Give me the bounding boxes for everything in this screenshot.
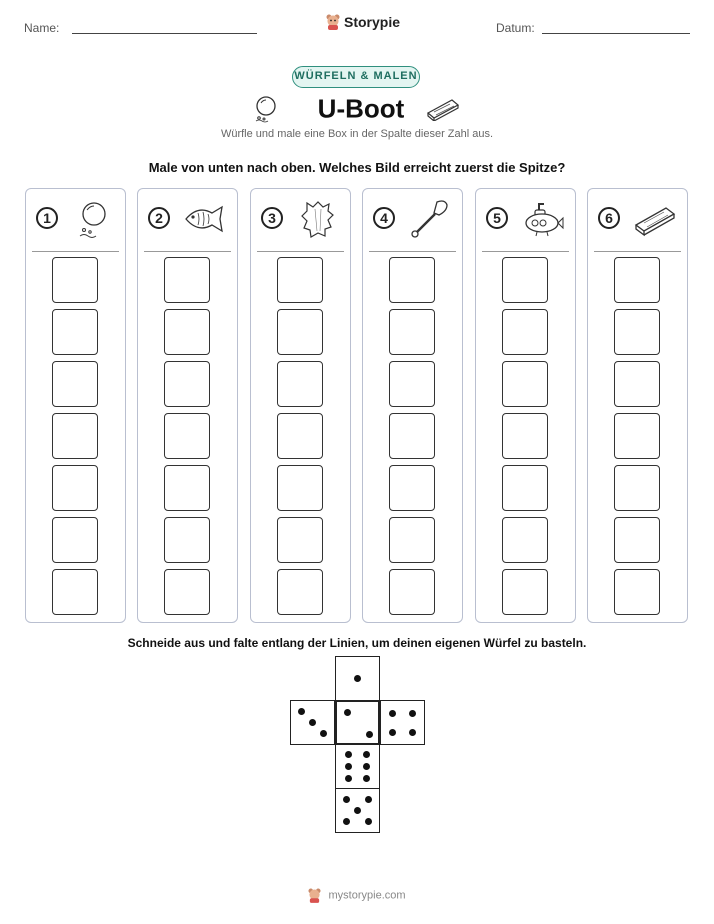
pip: [409, 729, 416, 736]
color-box[interactable]: [502, 465, 548, 511]
color-box[interactable]: [614, 309, 660, 355]
color-box[interactable]: [502, 361, 548, 407]
bubble-icon: [254, 95, 280, 123]
page-title: [0, 92, 714, 125]
color-box[interactable]: [502, 309, 548, 355]
color-box[interactable]: [277, 257, 323, 303]
die-face-4: [380, 700, 425, 745]
pip: [309, 719, 316, 726]
seaweed-icon: [295, 199, 341, 239]
submarine-icon: [520, 199, 566, 239]
color-box[interactable]: [277, 569, 323, 615]
pip: [343, 818, 350, 825]
color-box[interactable]: [277, 413, 323, 459]
pip: [389, 729, 396, 736]
color-box[interactable]: [614, 569, 660, 615]
color-box[interactable]: [52, 569, 98, 615]
die-face-3: [290, 700, 335, 745]
bubble-icon: [70, 199, 116, 239]
color-box[interactable]: [614, 465, 660, 511]
pip: [354, 675, 361, 682]
footer-url[interactable]: mystorypie.com: [328, 889, 406, 902]
brand-logo: [326, 14, 400, 30]
date-label: Datum:: [496, 21, 535, 35]
pip: [409, 710, 416, 717]
column-separator: [144, 251, 231, 252]
color-box[interactable]: [389, 413, 435, 459]
pip: [345, 763, 352, 770]
color-box[interactable]: [52, 257, 98, 303]
column-3: [250, 188, 351, 623]
pip: [320, 730, 327, 737]
name-line[interactable]: [72, 33, 257, 34]
cut-instruction: Schneide aus und falte entlang der Linien, um deinen eigenen Würfel zu basteln.: [127, 636, 587, 650]
column-number: 2: [148, 207, 170, 229]
pip: [344, 709, 351, 716]
pip: [354, 807, 361, 814]
color-box[interactable]: [164, 569, 210, 615]
category-badge: WÜRFELN & MALEN: [292, 66, 420, 88]
dice-net: [290, 656, 426, 836]
column-separator: [482, 251, 569, 252]
column-2: [137, 188, 238, 623]
column-number: 4: [373, 207, 395, 229]
color-box[interactable]: [277, 309, 323, 355]
pip: [345, 775, 352, 782]
pip: [363, 751, 370, 758]
pip: [365, 818, 372, 825]
pip: [345, 751, 352, 758]
color-box[interactable]: [502, 257, 548, 303]
color-box[interactable]: [164, 309, 210, 355]
footer: [0, 888, 714, 903]
die-face-5: [335, 788, 380, 833]
date-line[interactable]: [542, 33, 690, 34]
name-label: Name:: [24, 21, 60, 35]
die-face-1: [335, 656, 380, 701]
color-box[interactable]: [502, 569, 548, 615]
pip: [365, 796, 372, 803]
color-box[interactable]: [614, 257, 660, 303]
color-box[interactable]: [164, 257, 210, 303]
column-number: 6: [598, 207, 620, 229]
bear-icon: [308, 888, 321, 903]
pip: [366, 731, 373, 738]
column-1: [25, 188, 126, 623]
color-box[interactable]: [502, 517, 548, 563]
column-4: [362, 188, 463, 623]
color-box[interactable]: [52, 517, 98, 563]
color-box[interactable]: [502, 413, 548, 459]
plank-icon: [632, 199, 678, 239]
pip: [389, 710, 396, 717]
color-box[interactable]: [389, 361, 435, 407]
color-box[interactable]: [389, 569, 435, 615]
column-number: 3: [261, 207, 283, 229]
bear-icon: [326, 14, 340, 30]
paddle-icon: [407, 199, 453, 239]
color-box[interactable]: [389, 309, 435, 355]
color-box[interactable]: [614, 517, 660, 563]
color-box[interactable]: [164, 361, 210, 407]
color-box[interactable]: [277, 517, 323, 563]
subtitle: Würfle und male eine Box in der Spalte dieser Zahl aus.: [220, 128, 494, 140]
color-box[interactable]: [389, 257, 435, 303]
pip: [298, 708, 305, 715]
instruction: Male von unten nach oben. Welches Bild erreicht zuerst die Spitze?: [148, 160, 566, 175]
color-box[interactable]: [52, 465, 98, 511]
color-box[interactable]: [52, 309, 98, 355]
color-box[interactable]: [164, 517, 210, 563]
color-box[interactable]: [277, 361, 323, 407]
column-separator: [257, 251, 344, 252]
color-box[interactable]: [389, 517, 435, 563]
color-box[interactable]: [164, 465, 210, 511]
column-separator: [594, 251, 681, 252]
column-separator: [32, 251, 119, 252]
color-box[interactable]: [277, 465, 323, 511]
fish-icon: [182, 199, 228, 239]
pip: [343, 796, 350, 803]
color-box[interactable]: [614, 361, 660, 407]
column-6: [587, 188, 688, 623]
column-number: 5: [486, 207, 508, 229]
column-number: 1: [36, 207, 58, 229]
pip: [363, 763, 370, 770]
die-face-6: [335, 744, 380, 789]
brand-name: Storypie: [344, 14, 401, 30]
title-text: U-Boot: [317, 93, 405, 124]
die-face-2: [335, 700, 380, 745]
column-separator: [369, 251, 456, 252]
color-box[interactable]: [52, 361, 98, 407]
plank-icon: [426, 97, 460, 121]
pip: [363, 775, 370, 782]
color-box[interactable]: [389, 465, 435, 511]
color-box[interactable]: [614, 413, 660, 459]
color-box[interactable]: [164, 413, 210, 459]
column-5: [475, 188, 576, 623]
color-box[interactable]: [52, 413, 98, 459]
